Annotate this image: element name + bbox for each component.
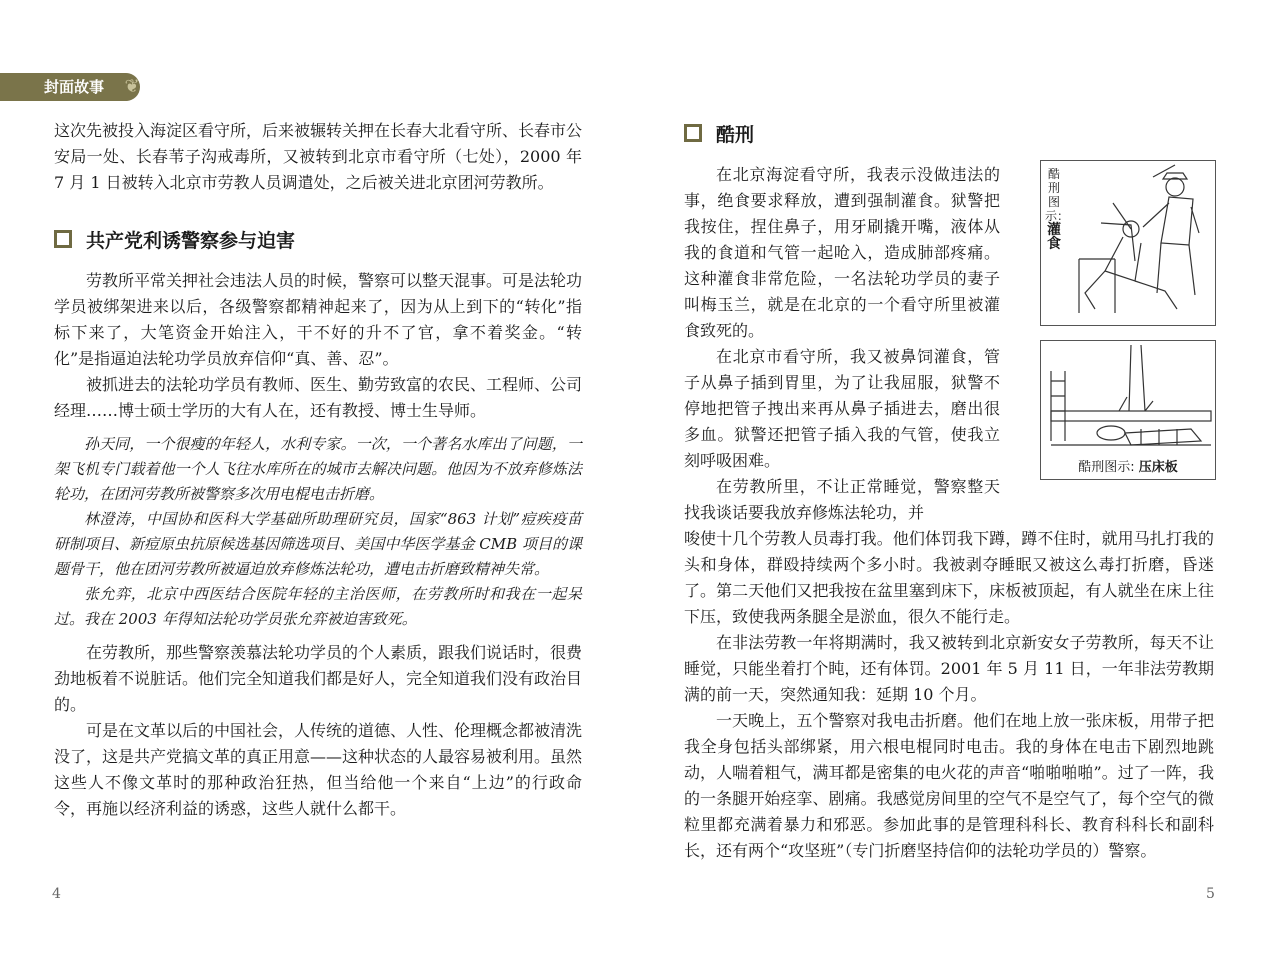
scroll-ornament-icon: ❦	[124, 76, 140, 97]
section-banner	[0, 73, 140, 101]
illustration-force-feeding	[1040, 160, 1216, 326]
left-paragraph-4: 可是在文革以后的中国社会，人传统的道德、人性、伦理概念都被清洗没了，这是共产党搞文革的真正用意——这种状态的人最容易被利用。虽然这些人不像文革时的那种政治狂热，但当给他一个来自“上边”的行政命令，再施以经济利益的诱惑，这些人就什么都干。	[54, 721, 583, 818]
page-number-right: 5	[1206, 886, 1215, 902]
force-feeding-drawing	[1065, 163, 1215, 323]
page-number-left: 4	[52, 886, 61, 902]
right-paragraph-3b: 唆使十几个劳教人员毒打我。他们体罚我下蹲，蹲不住时，就用马扎打我的头和身体，群殴持续两个多小时。我被剥夺睡眠又被这么毒打折磨，昏迷了。第二天他们又把我按在盆里塞到床下，床板被顶起，有人就坐在床上往下压，致使我两条腿全是淤血，很久不能行走。	[684, 529, 1214, 626]
right-paragraph-2: 在北京市看守所，我又被鼻饲灌食，管子从鼻子插到胃里，为了让我屈服，狱警不停地把管子拽出来再从鼻子插进去，磨出很多血。狱警还把管子插入我的气管，使我立刻呼吸困难。	[684, 347, 1000, 470]
profile-lin-chengtao: 林澄涛，中国协和医科大学基础所助理研究员，国家“863 计划”痘疾疫苗研制项目、新痘原虫抗原候选基因筛选项目、美国中华医学基金 CMB 项目的课题骨干，他在团河劳教所被逼迫放弃修炼法轮功，遭电击折磨致精神失常。	[54, 510, 582, 578]
left-paragraph-3: 在劳教所，那些警察羡慕法轮功学员的个人素质，跟我们说话时，很费劲地板着不说脏话。他们完全知道我们都是好人，完全知道我们没有政治目的。	[54, 643, 583, 714]
right-paragraph-5: 一天晚上，五个警察对我电击折磨。他们在地上放一张床板，用带子把我全身包括头部绑紧，用六根电棍同时电击。我的身体在电击下剧烈地跳动，人喘着粗气，满耳都是密集的电火花的声音“啪啪啪啪”。过了一阵，我的一条腿开始痉挛、剧痛。我感觉房间里的空气不是空气了，每个空气的微粒里都充满着暴力和邪恶。参加此事的是管理科科长、教育科科长和副科长，还有两个“攻坚班”（专门折磨坚持信仰的法轮功学员的）警察。	[684, 711, 1214, 860]
figure-caption: 酷刑图示：灌食	[1045, 167, 1070, 252]
section-heading-right	[684, 118, 1214, 148]
profile-sun-tiantong: 孙天同，一个很瘦的年轻人，水利专家。一次，一个著名水库出了问题，一架飞机专门载着他一个人飞往水库所在的城市去解决问题。他因为不放弃修炼法轮功，在团河劳教所被警察多次用电棍电击折磨。	[54, 435, 582, 503]
bed-board-drawing	[1041, 341, 1215, 451]
right-paragraph-4: 在非法劳教一年将期满时，我又被转到北京新安女子劳教所，每天不让睡觉，只能坐着打个盹，还有体罚。2001 年 5 月 11 日，一年非法劳教期满的前一天，突然通知我：延期 10 个月。	[684, 633, 1214, 704]
heading-text: 共产党利诱警察参与迫害	[86, 229, 296, 252]
left-paragraph-1: 劳教所平常关押社会违法人员的时候，警察可以整天混事。可是法轮功学员被绑架进来以后，各级警察都精神起来了，因为从上到下的“转化”指标下来了，大笔资金开始注入，干不好的升不了官，拿不着奖金。“转化”是指逼迫法轮功学员放弃信仰“真、善、忍”。	[54, 271, 583, 368]
left-intro-paragraph: 这次先被投入海淀区看守所，后来被辗转关押在长春大北看守所、长春市公安局一处、长春苇子沟戒毒所，又被转到北京市看守所（七处），2000 年 7 月 1 日被转入北京市劳教人员调遣处，之后被关进北京团河劳教所。	[54, 121, 583, 192]
square-bullet-icon	[54, 230, 72, 248]
right-paragraph-1: 在北京海淀看守所，我表示没做违法的事，绝食要求释放，遭到强制灌食。狱警把我按住，捏住鼻子，用牙刷撬开嘴，液体从我的食道和气管一起呛入，造成肺部疼痛。这种灌食非常危险，一名法轮功学员的妻子叫梅玉兰，就是在北京的一个看守所里被灌食致死的。	[684, 165, 1000, 340]
square-bullet-icon	[684, 124, 702, 142]
heading-text: 酷刑	[716, 123, 755, 146]
profile-zhang-yunyi: 张允弈，北京中西医结合医院年轻的主治医师，在劳教所时和我在一起呆过。我在 2003 年得知法轮功学员张允弈被迫害致死。	[54, 585, 582, 628]
profile-quotes	[54, 432, 582, 632]
illustration-bed-board-pressing	[1040, 340, 1216, 480]
banner-label: 封面故事	[44, 78, 105, 96]
left-paragraph-2: 被抓进去的法轮功学员有教师、医生、勤劳致富的农民、工程师、公司经理……博士硕士学历的大有人在，还有教授、博士生导师。	[54, 375, 583, 420]
figure-caption: 酷刑图示: 压床板	[1078, 460, 1178, 475]
section-heading-left	[54, 224, 582, 254]
right-paragraph-3a: 在劳教所里，不让正常睡觉，警察整天找我谈话要我放弃修炼法轮功，并	[684, 477, 1000, 522]
left-page-column	[54, 118, 582, 822]
